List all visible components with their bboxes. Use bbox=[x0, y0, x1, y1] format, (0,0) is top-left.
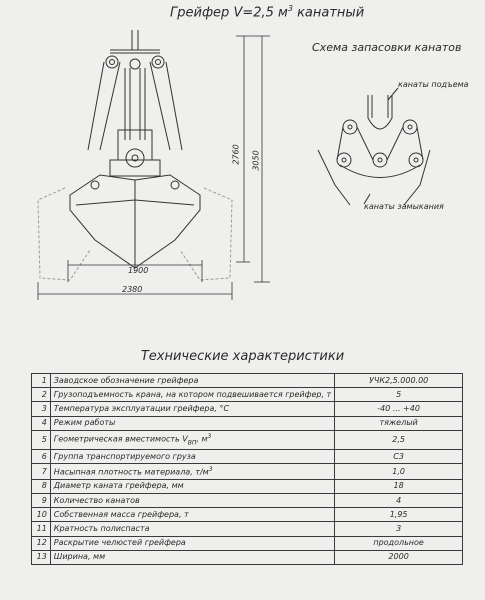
spec-row-parameter: Температура эксплуатации грейфера, °С bbox=[50, 402, 334, 416]
specs-title: Технические характеристики bbox=[140, 349, 345, 364]
dim-3050-label: 3050 bbox=[251, 150, 261, 171]
title-suffix: канатный bbox=[292, 5, 365, 21]
spec-row bbox=[32, 374, 463, 388]
spec-row-parameter: Геометрическая вместимость $V_{ВП}$, $м^3$ bbox=[50, 430, 334, 449]
spec-row-parameter: Раскрытие челюстей грейфера bbox=[50, 536, 334, 550]
spec-row-parameter: Собственная масса грейфера, т bbox=[50, 508, 334, 522]
spec-row bbox=[32, 388, 463, 402]
spec-row-parameter: Заводское обозначение грейфера bbox=[50, 374, 334, 388]
dim-1900-label: 1900 bbox=[128, 266, 149, 275]
spec-row-parameter: Количество канатов bbox=[50, 494, 334, 508]
spec-row bbox=[32, 416, 463, 430]
grab-head bbox=[88, 30, 182, 176]
hoist-ropes-label: канаты подъема bbox=[398, 80, 469, 89]
spec-row bbox=[32, 402, 463, 416]
spec-row-value: 18 bbox=[335, 479, 463, 493]
spec-row-value: 5 bbox=[335, 388, 463, 402]
spec-row-number: 13 bbox=[32, 550, 51, 564]
spec-row-parameter: Ширина, мм bbox=[50, 550, 334, 564]
spec-row-value: УЧК2,5.000.00 bbox=[335, 374, 463, 388]
spec-row-number: 7 bbox=[32, 464, 51, 480]
spec-row bbox=[32, 508, 463, 522]
spec-row-parameter: Диаметр каната грейфера, мм bbox=[50, 479, 334, 493]
spec-row-value: продольное bbox=[335, 536, 463, 550]
title-superscript: 3 bbox=[287, 4, 293, 13]
spec-row-number: 10 bbox=[32, 508, 51, 522]
spec-row-number: 8 bbox=[32, 479, 51, 493]
spec-row-value: С3 bbox=[335, 450, 463, 464]
spec-row-number: 5 bbox=[32, 430, 51, 449]
spec-row-value: 1,0 bbox=[335, 464, 463, 480]
spec-row-number: 4 bbox=[32, 416, 51, 430]
reeving-scheme-title: Схема запасовки канатов bbox=[312, 41, 462, 54]
spec-row-value: 4 bbox=[335, 494, 463, 508]
spec-row-number: 12 bbox=[32, 536, 51, 550]
dim-2380-label: 2380 bbox=[122, 285, 143, 294]
spec-row-parameter: Кратность полиспаста bbox=[50, 522, 334, 536]
spec-row-value: 1,95 bbox=[335, 508, 463, 522]
spec-row-value: -40 ... +40 bbox=[335, 402, 463, 416]
spec-row-number: 3 bbox=[32, 402, 51, 416]
spec-row-parameter: Насыпная плотность материала, $т/м^3$ bbox=[50, 464, 334, 480]
spec-row bbox=[32, 479, 463, 493]
closing-ropes-label: канаты замыкания bbox=[364, 202, 444, 211]
spec-row-value: 2000 bbox=[335, 550, 463, 564]
spec-row bbox=[32, 522, 463, 536]
spec-row bbox=[32, 430, 463, 449]
specs-table-body bbox=[32, 374, 463, 565]
spec-row-number: 11 bbox=[32, 522, 51, 536]
spec-row-number: 2 bbox=[32, 388, 51, 402]
spec-row-number: 9 bbox=[32, 494, 51, 508]
title-text: Грейфер V=2,5 м bbox=[170, 5, 288, 21]
dim-2760-label: 2760 bbox=[231, 144, 241, 165]
spec-row-parameter: Группа транспортируемого груза bbox=[50, 450, 334, 464]
spec-row-number: 6 bbox=[32, 450, 51, 464]
grab-jaws bbox=[70, 175, 200, 268]
spec-row bbox=[32, 464, 463, 480]
spec-row-parameter: Режим работы bbox=[50, 416, 334, 430]
spec-row-value: 2,5 bbox=[335, 430, 463, 449]
spec-row bbox=[32, 550, 463, 564]
spec-row bbox=[32, 536, 463, 550]
spec-row-value: тяжелый bbox=[335, 416, 463, 430]
spec-row-number: 1 bbox=[32, 374, 51, 388]
spec-row bbox=[32, 494, 463, 508]
spec-row-value: 3 bbox=[335, 522, 463, 536]
reeving-scheme bbox=[318, 88, 430, 205]
dimension-lines bbox=[38, 36, 270, 300]
specs-table bbox=[31, 373, 463, 565]
spec-row bbox=[32, 450, 463, 464]
spec-row-parameter: Грузоподъемность крана, на котором подвешивается грейфер, т bbox=[50, 388, 334, 402]
